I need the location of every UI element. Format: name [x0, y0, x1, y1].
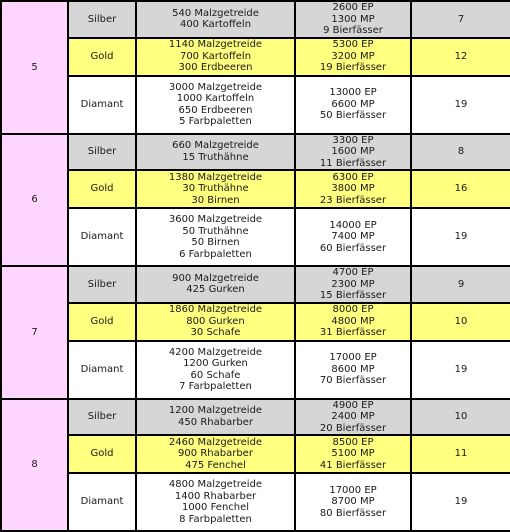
reward-line: 1300 MP	[331, 13, 375, 25]
reward-line: 8700 MP	[331, 496, 375, 508]
tier-name-cell: Diamant	[68, 208, 136, 266]
requirement-line: 50 Birnen	[191, 237, 240, 248]
requirement-line: 30 Birnen	[191, 194, 240, 206]
reward-line: 3800 MP	[331, 183, 375, 195]
requirement-line: 30 Schafe	[190, 327, 241, 339]
reward-line: 80 Bierfässer	[319, 507, 387, 519]
tier-row	[1, 266, 510, 303]
rewards-cell	[295, 303, 411, 341]
rewards-cell	[295, 38, 411, 76]
tier-row	[1, 76, 510, 134]
requirement-line: 1200 Gurken	[183, 358, 248, 369]
requirement-line: 50 Truthähne	[182, 225, 249, 237]
reward-line: 15 Bierfässer	[319, 290, 387, 301]
tier-row	[1, 303, 510, 341]
requirement-line: 4800 Malzgetreide	[168, 479, 263, 490]
reward-line: 8000 EP	[332, 304, 374, 316]
requirements-cell	[136, 341, 295, 399]
level-cell: 5	[1, 1, 68, 134]
requirement-line: 900 Rhabarber	[178, 448, 253, 460]
level-cell: 8	[1, 399, 68, 532]
reward-line: 11 Bierfässer	[319, 157, 387, 169]
requirements-cell	[136, 76, 295, 134]
rewards-cell	[295, 473, 411, 531]
value-cell: 19	[411, 208, 510, 266]
requirements-cell	[136, 303, 295, 341]
requirement-line: 425 Gurken	[186, 284, 245, 296]
reward-line: 41 Bierfässer	[319, 459, 387, 471]
tier-name-cell: Gold	[68, 170, 136, 208]
requirements-cell	[136, 266, 295, 303]
reward-line: 3300 EP	[332, 134, 374, 146]
reward-line: 8500 EP	[332, 436, 374, 448]
requirements-cell	[136, 399, 295, 436]
requirement-line: 475 Fenchel	[185, 459, 246, 471]
tier-row	[1, 170, 510, 208]
reward-line: 20 Bierfässer	[319, 422, 387, 434]
requirement-line: 400 Kartoffeln	[179, 19, 252, 31]
rewards-cell	[295, 266, 411, 303]
reward-line: 17000 EP	[329, 352, 377, 364]
value-cell: 7	[411, 1, 510, 38]
rewards-cell	[295, 341, 411, 399]
reward-line: 3200 MP	[331, 50, 375, 62]
reward-line: 8600 MP	[331, 363, 375, 375]
rewards-cell	[295, 134, 411, 171]
requirements-cell	[136, 38, 295, 76]
reward-line: 2600 EP	[332, 2, 374, 13]
requirement-line: 30 Truthähne	[182, 183, 249, 195]
tier-row	[1, 38, 510, 76]
value-cell: 8	[411, 134, 510, 171]
tier-row	[1, 1, 510, 38]
requirement-line: 4200 Malzgetreide	[168, 346, 263, 358]
tier-row	[1, 208, 510, 266]
requirement-line: 1860 Malzgetreide	[168, 304, 263, 316]
reward-line: 70 Bierfässer	[319, 375, 387, 387]
reward-line: 5300 EP	[332, 39, 374, 51]
requirements-cell	[136, 1, 295, 38]
value-cell: 19	[411, 341, 510, 399]
requirement-line: 3000 Malzgetreide	[168, 81, 263, 93]
tier-name-cell: Diamant	[68, 473, 136, 531]
tier-row	[1, 473, 510, 531]
requirements-cell	[136, 473, 295, 531]
rewards-cell	[295, 76, 411, 134]
rewards-cell	[295, 1, 411, 38]
rewards-cell	[295, 435, 411, 473]
requirements-cell	[136, 435, 295, 473]
reward-line: 4900 EP	[332, 399, 374, 411]
requirement-line: 800 Gurken	[186, 315, 245, 327]
requirement-line: 1380 Malzgetreide	[168, 171, 263, 183]
rewards-cell	[295, 170, 411, 208]
tier-row	[1, 134, 510, 171]
reward-line: 60 Bierfässer	[319, 242, 387, 254]
reward-line: 2400 MP	[331, 411, 375, 422]
tier-name-cell: Diamant	[68, 341, 136, 399]
value-cell: 19	[411, 76, 510, 134]
tier-name-cell: Diamant	[68, 76, 136, 134]
reward-line: 19 Bierfässer	[319, 62, 387, 74]
requirement-line: 60 Schafe	[190, 369, 241, 381]
reward-line: 9 Bierfässer	[323, 25, 383, 36]
reward-line: 4800 MP	[331, 315, 375, 327]
requirement-line: 540 Malzgetreide	[172, 7, 259, 19]
tier-name-cell: Silber	[68, 399, 136, 436]
value-cell: 10	[411, 303, 510, 341]
requirements-cell	[136, 208, 295, 266]
requirement-line: 1140 Malzgetreide	[168, 39, 263, 51]
value-cell: 16	[411, 170, 510, 208]
requirement-line: 1200 Malzgetreide	[168, 405, 263, 417]
reward-line: 14000 EP	[329, 219, 377, 231]
reward-line: 17000 EP	[329, 484, 377, 496]
reward-line: 13000 EP	[329, 87, 377, 99]
rewards-table-body	[1, 1, 510, 531]
requirements-cell	[136, 134, 295, 171]
value-cell: 19	[411, 473, 510, 531]
requirement-line: 900 Malzgetreide	[172, 272, 259, 284]
reward-line: 2300 MP	[331, 278, 375, 290]
tier-name-cell: Silber	[68, 1, 136, 38]
requirement-line: 6 Farbpaletten	[179, 248, 252, 260]
tier-row	[1, 399, 510, 436]
reward-line: 4700 EP	[332, 267, 374, 278]
requirement-line: 2460 Malzgetreide	[168, 436, 263, 448]
requirement-line: 1000 Fenchel	[181, 502, 250, 513]
requirement-line: 8 Farbpaletten	[179, 513, 252, 525]
requirement-line: 660 Malzgetreide	[172, 140, 259, 152]
tier-row	[1, 435, 510, 473]
reward-line: 6300 EP	[332, 171, 374, 183]
requirement-line: 650 Erdbeeren	[178, 104, 253, 116]
requirement-line: 5 Farbpaletten	[179, 116, 252, 127]
tier-name-cell: Gold	[68, 303, 136, 341]
reward-line: 31 Bierfässer	[319, 327, 387, 339]
reward-line: 1600 MP	[331, 146, 375, 157]
requirements-cell	[136, 170, 295, 208]
reward-line: 7400 MP	[331, 231, 375, 243]
requirement-line: 1000 Kartoffeln	[176, 93, 255, 104]
value-cell: 11	[411, 435, 510, 473]
value-cell: 9	[411, 266, 510, 303]
tier-name-cell: Gold	[68, 435, 136, 473]
rewards-cell	[295, 399, 411, 436]
requirement-line: 1400 Rhabarber	[174, 490, 257, 502]
rewards-cell	[295, 208, 411, 266]
value-cell: 12	[411, 38, 510, 76]
tier-name-cell: Silber	[68, 266, 136, 303]
tier-name-cell: Silber	[68, 134, 136, 171]
tier-row	[1, 341, 510, 399]
requirement-line: 15 Truthähne	[182, 151, 249, 163]
value-cell: 10	[411, 399, 510, 436]
requirement-line: 300 Erdbeeren	[178, 62, 253, 74]
requirement-line: 450 Rhabarber	[178, 416, 253, 428]
reward-line: 50 Bierfässer	[319, 110, 387, 122]
reward-line: 5100 MP	[331, 448, 375, 460]
requirement-line: 7 Farbpaletten	[179, 381, 252, 392]
reward-line: 23 Bierfässer	[319, 194, 387, 206]
level-cell: 6	[1, 134, 68, 267]
reward-line: 6600 MP	[331, 98, 375, 110]
requirement-line: 700 Kartoffeln	[179, 50, 252, 62]
level-cell: 7	[1, 266, 68, 399]
requirement-line: 3600 Malzgetreide	[168, 214, 263, 225]
tier-name-cell: Gold	[68, 38, 136, 76]
